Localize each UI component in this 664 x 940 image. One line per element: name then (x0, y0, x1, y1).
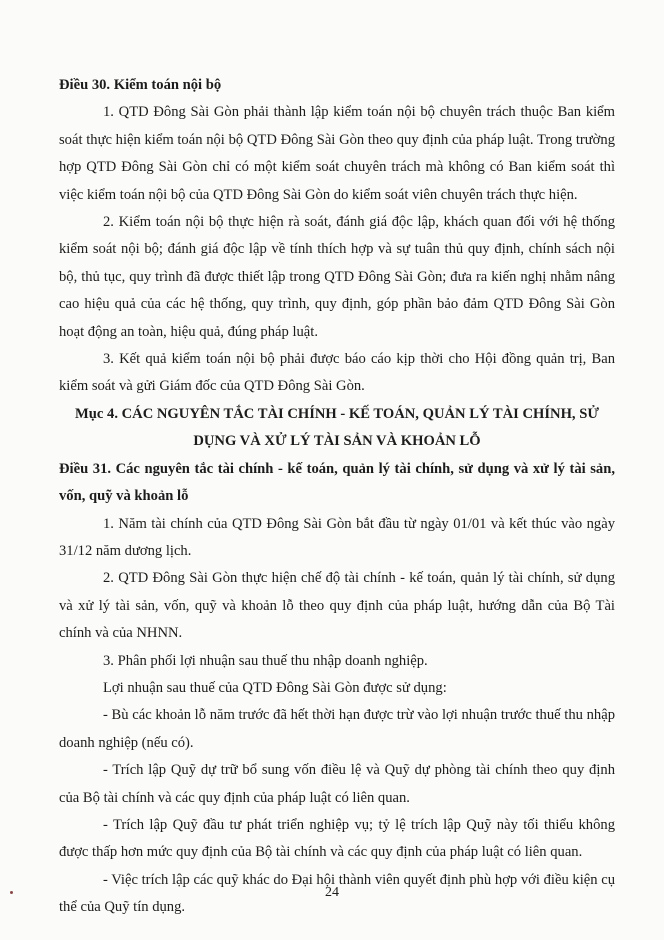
scan-speck (10, 891, 13, 894)
article-30-paragraph-3: 3. Kết quả kiểm toán nội bộ phải được báo cáo kịp thời cho Hội đồng quản trị, Ban kiểm soát và gửi Giám đốc của QTD Đông Sài Gòn. (59, 351, 615, 395)
bullet-item: - Trích lập Quỹ dự trữ bổ sung vốn điều lệ và Quỹ dự phòng tài chính theo quy định của Bộ tài chính và các quy định của pháp luật có liên quan. (59, 762, 615, 806)
document-page (59, 72, 615, 922)
article-30-heading: Điều 30. Kiểm toán nội bộ (59, 77, 222, 93)
article-30-paragraph-2: 2. Kiểm toán nội bộ thực hiện rà soát, đánh giá độc lập, khách quan đối với hệ thống kiểm soát nội bộ; đánh giá độc lập về tính thích hợp và sự tuân thủ quy định, chính sách nội bộ, thủ tục, quy trình đã được thiết lập trong QTD Đông Sài Gòn; đưa ra kiến nghị nhằm nâng cao hiệu quả của các hệ thống, quy trình, quy định, góp phần bảo đảm QTD Đông Sài Gòn hoạt động an toàn, hiệu quả, đúng pháp luật. (59, 214, 615, 340)
article-31-heading: Điều 31. Các nguyên tắc tài chính - kế toán, quản lý tài chính, sử dụng và xử lý tài sản, vốn, quỹ và khoản lỗ (59, 460, 615, 505)
article-31-paragraph-4: Lợi nhuận sau thuế của QTD Đông Sài Gòn được sử dụng: (103, 679, 447, 696)
bullet-item: - Bù các khoản lỗ năm trước đã hết thời hạn được trừ vào lợi nhuận trước thuế thu nhập doanh nghiệp (nếu có). (59, 707, 615, 751)
article-31-paragraph-1: 1. Năm tài chính của QTD Đông Sài Gòn bắt đầu từ ngày 01/01 và kết thúc vào ngày 31/12 năm dương lịch. (59, 515, 615, 559)
page-number: 24 (325, 885, 339, 900)
article-30-paragraph-1: 1. QTD Đông Sài Gòn phải thành lập kiểm toán nội bộ chuyên trách thuộc Ban kiểm soát thực hiện kiểm toán nội bộ QTD Đông Sài Gòn theo quy định của pháp luật. Trong trường hợp QTD Đông Sài Gòn chỉ có một kiểm soát chuyên trách mà không có Ban kiểm soát thì việc kiểm toán nội bộ của QTD Đông Sài Gòn do kiểm soát viên chuyên trách thực hiện. (59, 104, 615, 203)
section-4-heading: Mục 4. CÁC NGUYÊN TẮC TÀI CHÍNH - KẾ TOÁN, QUẢN LÝ TÀI CHÍNH, SỬ DỤNG VÀ XỬ LÝ TÀI SẢN VÀ KHOẢN LỖ (75, 405, 599, 450)
article-31-paragraph-2: 2. QTD Đông Sài Gòn thực hiện chế độ tài chính - kế toán, quản lý tài chính, sử dụng và xử lý tài sản, vốn, quỹ và khoản lỗ theo quy định của pháp luật, hướng dẫn của Bộ Tài chính và của NHNN. (59, 570, 615, 642)
article-31-paragraph-3: 3. Phân phối lợi nhuận sau thuế thu nhập doanh nghiệp. (103, 652, 428, 669)
bullet-item: - Trích lập Quỹ đầu tư phát triển nghiệp vụ; tỷ lệ trích lập Quỹ này tối thiểu không được thấp hơn mức quy định của Bộ tài chính và các quy định của pháp luật có liên quan. (59, 816, 615, 861)
bullet-item: - Việc trích lập các quỹ khác do Đại hội thành viên quyết định phù hợp với điều kiện cụ thể của Quỹ tín dụng. (59, 871, 615, 916)
